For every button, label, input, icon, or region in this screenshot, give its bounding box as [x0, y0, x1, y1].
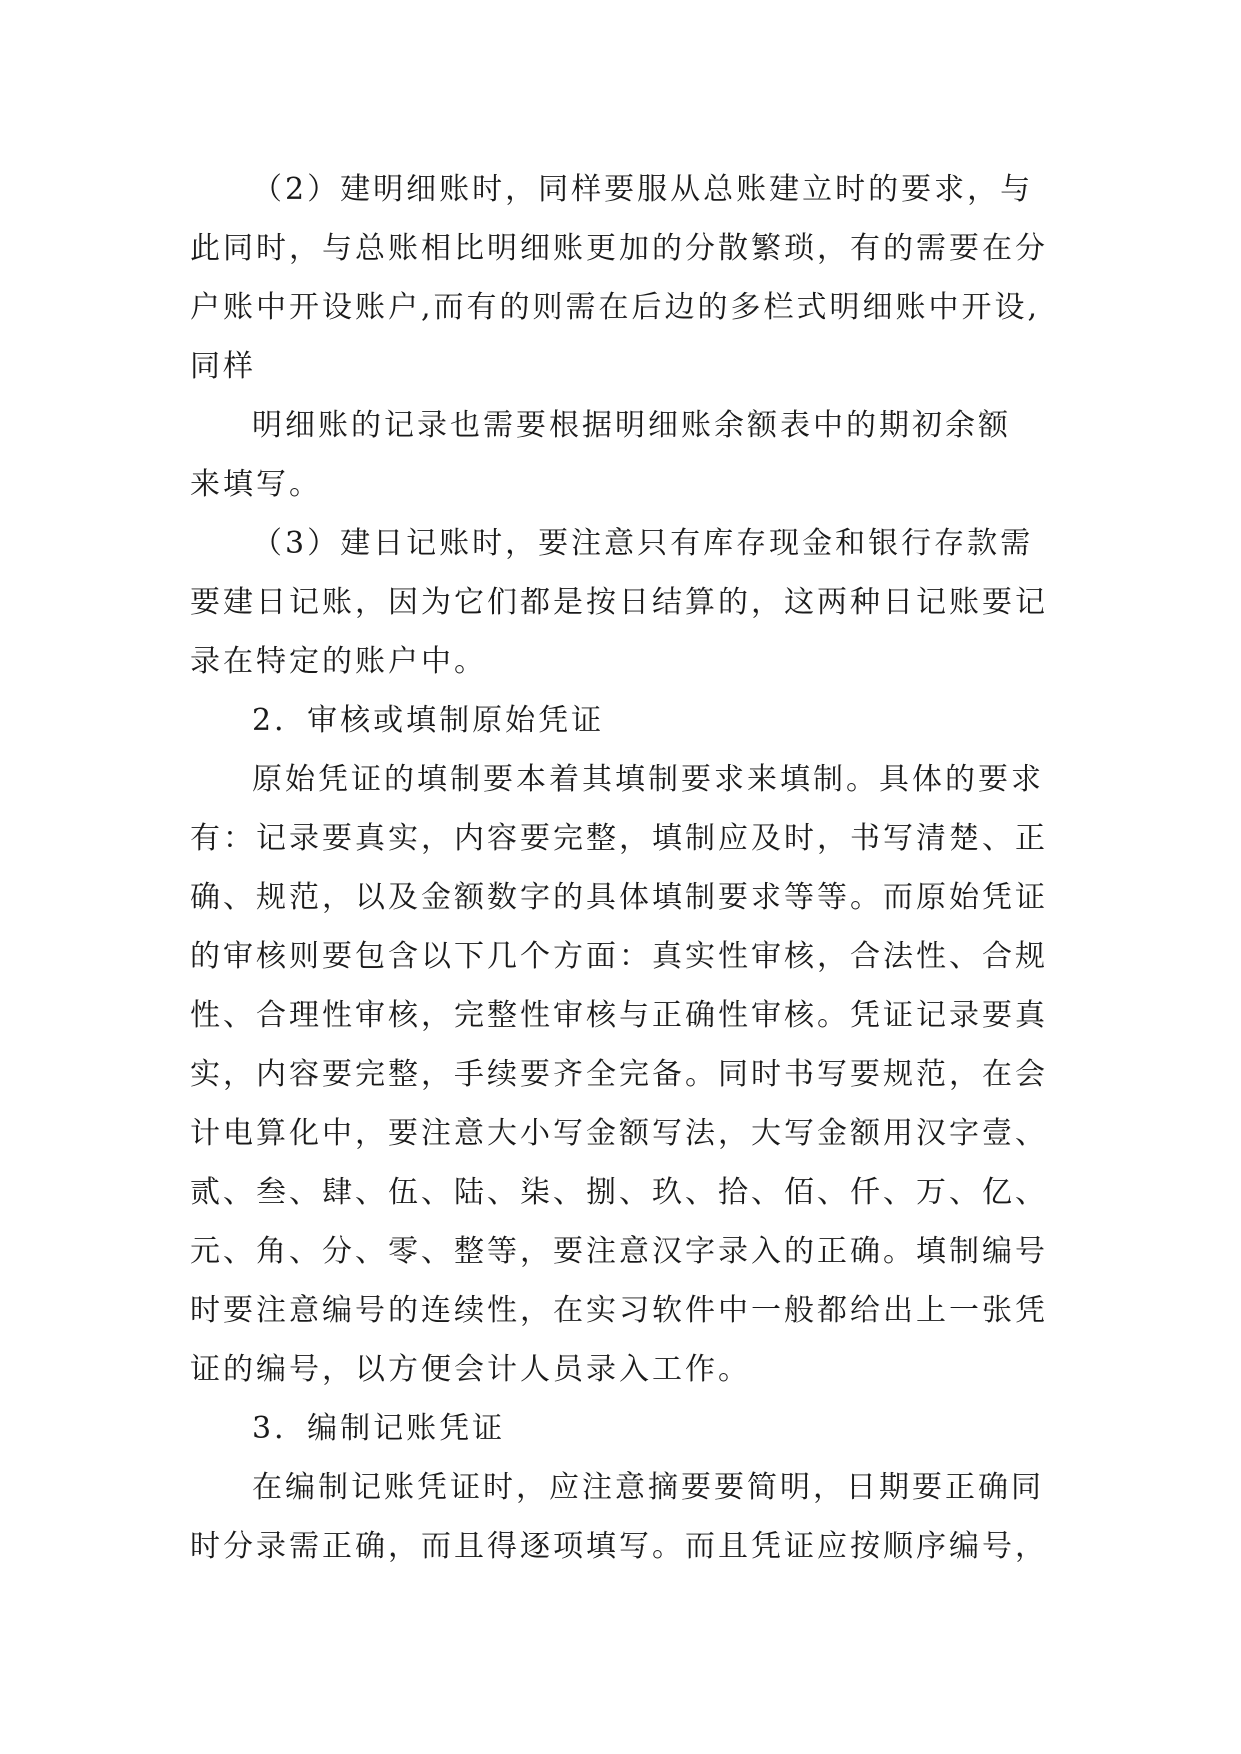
- paragraph-line: 录在特定的账户中。: [190, 644, 487, 679]
- paragraph-line: （2）建明细账时，同样要服从总账建立时的要求，与: [252, 172, 1034, 207]
- paragraph-line: 计电算化中，要注意大小写金额写法，大写金额用汉字壹、: [190, 1116, 1048, 1151]
- paragraph-line: 证的编号，以方便会计人员录入工作。: [190, 1352, 751, 1387]
- paragraph-line: 明细账的记录也需要根据明细账余额表中的期初余额: [252, 408, 1011, 443]
- paragraph-line: 性、合理性审核，完整性审核与正确性审核。凭证记录要真: [190, 998, 1048, 1033]
- document-body: [190, 160, 1090, 1576]
- paragraph-line: 户账中开设账户,而有的则需在后边的多栏式明细账中开设,: [190, 290, 1041, 325]
- paragraph-line: 要建日记账，因为它们都是按日结算的，这两种日记账要记: [190, 585, 1048, 620]
- paragraph-line: 元、角、分、零、整等，要注意汉字录入的正确。填制编号: [190, 1234, 1048, 1269]
- paragraph-line: 有：记录要真实，内容要完整，填制应及时，书写清楚、正: [190, 821, 1048, 856]
- paragraph-line: 原始凭证的填制要本着其填制要求来填制。具体的要求: [252, 762, 1044, 797]
- paragraph-line: 来填写。: [190, 467, 322, 502]
- paragraph-line: 时要注意编号的连续性，在实习软件中一般都给出上一张凭: [190, 1293, 1048, 1328]
- paragraph-line: 确、规范，以及金额数字的具体填制要求等等。而原始凭证: [190, 880, 1048, 915]
- section-heading: 2．审核或填制原始凭证: [252, 703, 605, 738]
- paragraph-line: 此同时，与总账相比明细账更加的分散繁琐，有的需要在分: [190, 231, 1048, 266]
- paragraph-line: （3）建日记账时，要注意只有库存现金和银行存款需: [252, 526, 1034, 561]
- section-heading: 3．编制记账凭证: [252, 1411, 506, 1446]
- paragraph-line: 同样: [190, 349, 256, 384]
- paragraph-line: 贰、叁、肆、伍、陆、柒、捌、玖、拾、佰、仟、万、亿、: [190, 1175, 1048, 1210]
- paragraph-line: 的审核则要包含以下几个方面：真实性审核，合法性、合规: [190, 939, 1048, 974]
- paragraph-line: 在编制记账凭证时，应注意摘要要简明，日期要正确同: [252, 1470, 1044, 1505]
- paragraph-line: 时分录需正确，而且得逐项填写。而且凭证应按顺序编号，: [190, 1529, 1048, 1564]
- paragraph-line: 实，内容要完整，手续要齐全完备。同时书写要规范，在会: [190, 1057, 1048, 1092]
